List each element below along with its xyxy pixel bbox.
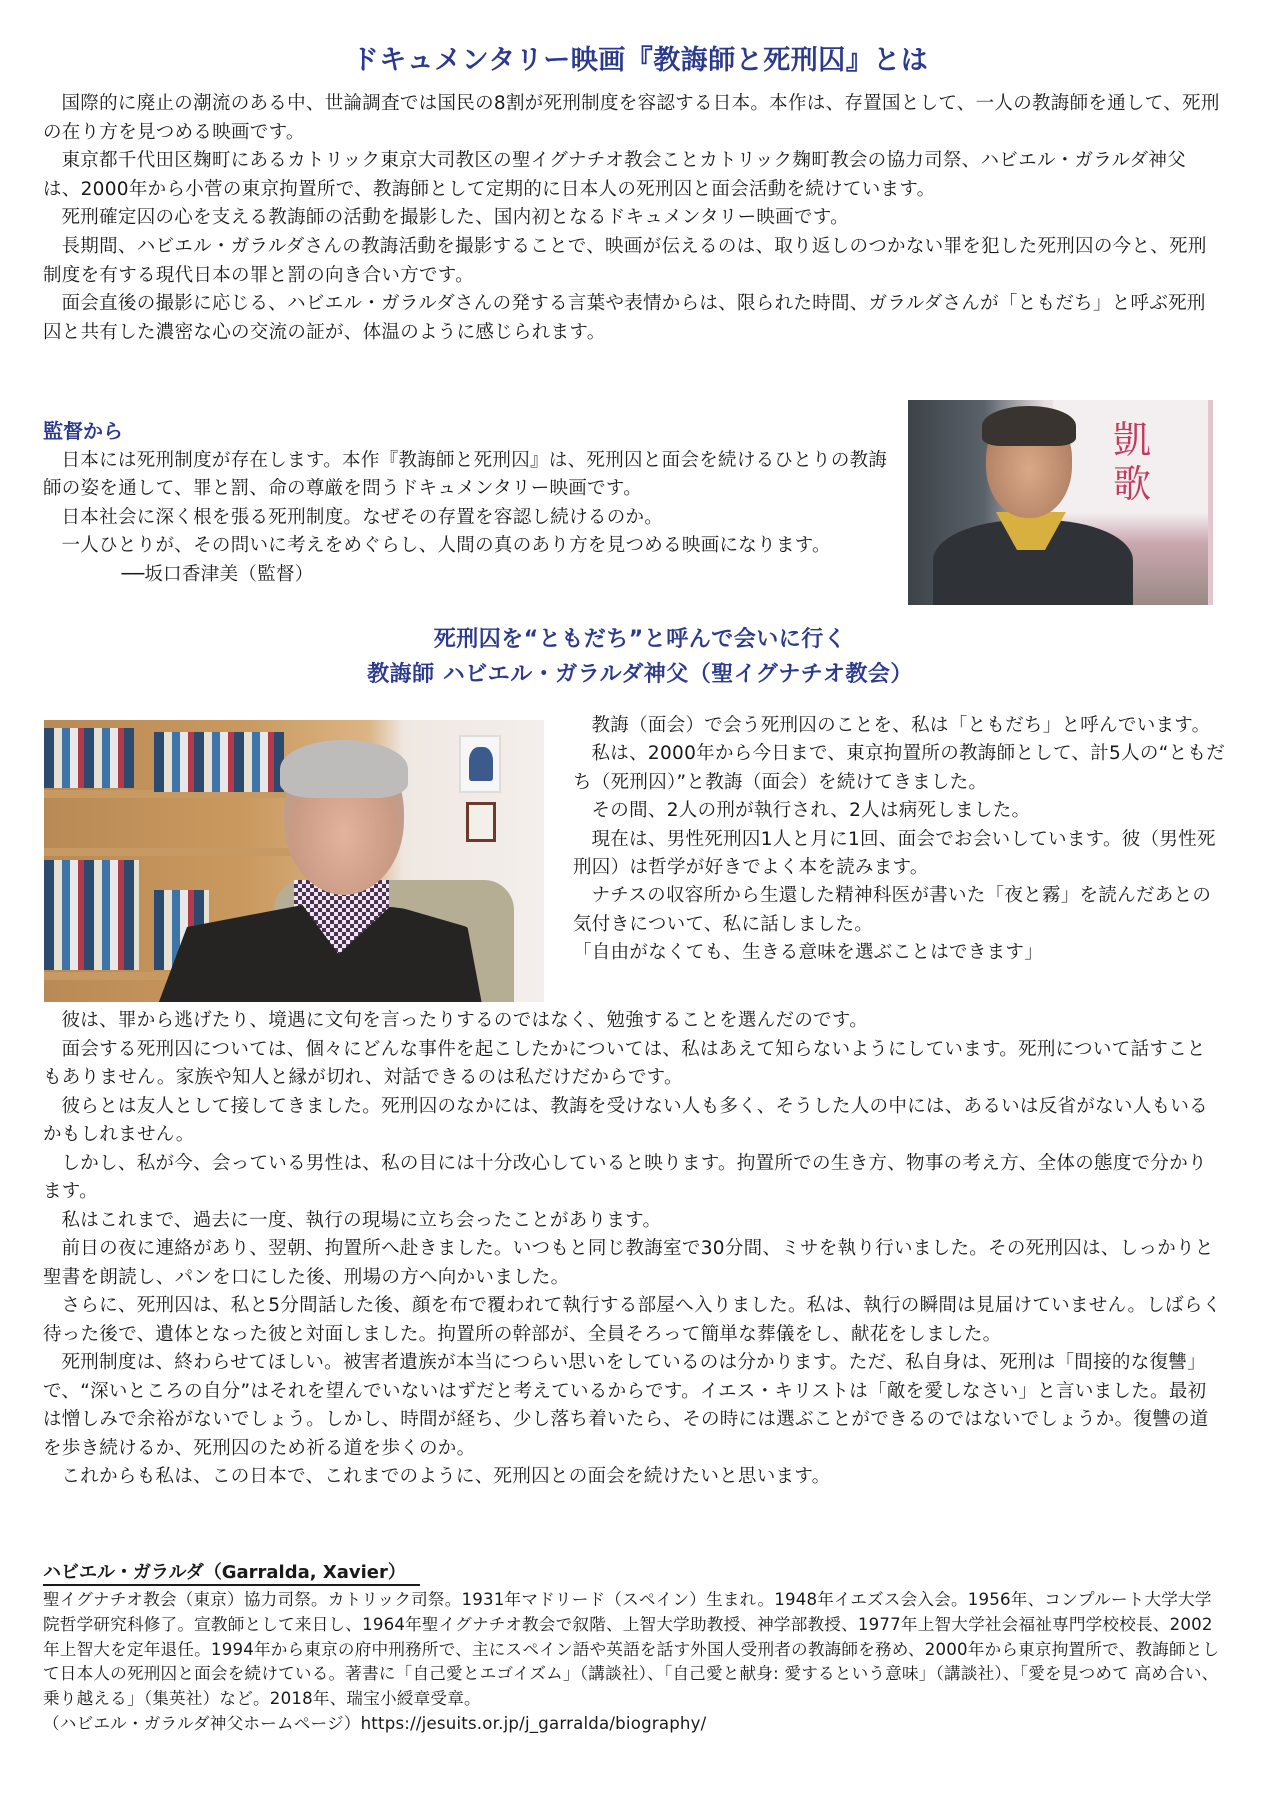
interview-paragraph: 彼は、罪から逃げたり、境遇に文句を言ったりするのではなく、勉強することを選んだのです。 <box>61 1010 869 1031</box>
biography-text <box>43 1588 1228 1737</box>
photo-detail <box>466 802 496 842</box>
biography-title: ハビエル・ガラルダ（Garralda, Xavier） <box>43 1562 420 1586</box>
priest-photo <box>44 720 544 1002</box>
interview-text-right <box>573 712 1225 968</box>
interview-paragraph: ナチスの収容所から生還した精神科医が書いた「夜と霧」を読んだあとの気付きについて、私に話しました。 <box>573 885 1212 935</box>
director-signature: ──坂口香津美（監督） <box>121 563 314 585</box>
director-section <box>43 417 893 589</box>
director-heading: 監督から <box>43 419 123 443</box>
section-title-line2: 教誨師 ハビエル・ガラルダ神父（聖イグナチオ教会） <box>367 662 913 687</box>
photo-detail <box>459 735 501 793</box>
director-paragraph: 日本社会に深く根を張る死刑制度。なぜその存置を容認し続けるのか。 <box>61 506 664 528</box>
interview-paragraph: 教誨（面会）で会う死刑囚のことを、私は「ともだち」と呼んでいます。 <box>591 715 1211 736</box>
interview-paragraph: これからも私は、この日本で、これまでのように、死刑囚との面会を続けたいと思います。 <box>61 1466 831 1487</box>
intro-paragraph: 国際的に廃止の潮流のある中、世論調査では国民の8割が死刑制度を容認する日本。本作は、存置国として、一人の教誨師を通して、死刑の在り方を見つめる映画です。 <box>43 93 1220 143</box>
interview-text-full <box>43 1007 1223 1492</box>
interview-paragraph: 死刑制度は、終わらせてほしい。被害者遺族が本当につらい思いをしているのは分かります。ただ、私自身は、死刑は「間接的な復讐」で、“深いところの自分”はそれを望んでいないはずだと考えているからです。イエス・キリストは「敵を愛しなさい」と言いました。最初は憎しみで余裕がないでしょう。しかし、時間が経ち、少し落ち着いたら、その時には選ぶことができるのではないでしょうか。復讐の道を歩き続けるか、死刑囚のため祈る道を歩くのか。 <box>43 1352 1209 1459</box>
intro-paragraph: 長期間、ハビエル・ガラルダさんの教誨活動を撮影することで、映画が伝えるのは、取り返しのつかない罪を犯した死刑囚の今と、死刑制度を有する現代日本の罪と罰の向き合い方です。 <box>43 235 1207 286</box>
biography-homepage-link[interactable]: （ハビエル・ガラルダ神父ホームページ）https://jesuits.or.jp/j_garralda/biography/ <box>43 1713 707 1733</box>
interview-paragraph: 前日の夜に連絡があり、翌朝、拘置所へ赴きました。いつもと同じ教誨室で30分間、ミサを執り行いました。その死刑囚は、しっかりと聖書を朗読し、パンを口にした後、刑場の方へ向かいました。 <box>43 1238 1214 1288</box>
interview-paragraph: 私はこれまで、過去に一度、執行の現場に立ち会ったことがあります。 <box>61 1209 662 1231</box>
director-paragraph <box>43 532 893 589</box>
interview-paragraph: 私は、2000年から今日まで、東京拘置所の教誨師として、計5人の“ともだち（死刑囚）”と教誨（面会）を続けてきました。 <box>573 743 1225 793</box>
biography-section <box>43 1562 1228 1737</box>
director-paragraph: 日本には死刑制度が存在します。本作『教誨師と死刑囚』は、死刑囚と面会を続けるひとりの教誨師の姿を通して、罪と罰、命の尊厳を問うドキュメンタリー映画です。 <box>43 450 888 500</box>
photo-detail <box>44 860 139 970</box>
intro-paragraph: 東京都千代田区麹町にあるカトリック東京大司教区の聖イグナチオ教会ことカトリック麹町教会の協力司祭、ハビエル・ガラルダ神父は、2000年から小菅の東京拘置所で、教誨師として定期的に日本人の死刑囚と面会活動を続けています。 <box>43 150 1186 200</box>
biography-body: 聖イグナチオ教会（東京）協力司祭。カトリック司祭。1931年マドリード（スペイン）生まれ。1948年イエズス会入会。1956年、コンプルート大学大学院哲学研究科修了。宣教師として来日し、1964年聖イグナチオ教会で叙階、上智大学助教授、神学部教授、1977年上智大学社会福祉専門学校校長、2002年上智大を定年退任。1994年から東京の府中刑務所で、主にスペイン語や英語を話す外国人受刑者の教誨師を務め、2000年から東京拘置所で、教誨師として日本人の死刑囚と面会を続けている。著書に「自己愛とエゴイズム」（講談社）、「自己愛と献身: 愛するという意味」（講談社）、「愛を見つめて 高め合い、乗り越える」（集英社）など。2018年、瑞宝小綬章受章。 <box>43 1590 1220 1709</box>
director-photo <box>908 400 1213 605</box>
interview-paragraph: その間、2人の刑が執行され、2人は病死しました。 <box>591 800 1031 822</box>
photo-detail <box>280 740 408 798</box>
interview-paragraph: 面会する死刑囚については、個々にどんな事件を起こしたかについては、私はあえて知らないようにしています。死刑について話すこともありません。家族や知人と縁が切れ、対話できるのは私だけだからです。 <box>43 1038 1206 1088</box>
photo-detail <box>982 406 1076 446</box>
interview-paragraph: 彼らとは友人として接してきました。死刑囚のなかには、教誨を受けない人も多く、そうした人の中には、あるいは反省がない人もいるかもしれません。 <box>43 1095 1208 1145</box>
intro-section <box>43 90 1223 347</box>
interview-paragraph: しかし、私が今、会っている男性は、私の目には十分改心していると映ります。拘置所での生き方、物事の考え方、全体の態度で分かります。 <box>43 1152 1207 1202</box>
intro-paragraph: 死刑確定囚の心を支える教誨師の活動を撮影した、国内初となるドキュメンタリー映画です。 <box>61 207 849 229</box>
interview-paragraph: さらに、死刑囚は、私と5分間話した後、顔を布で覆われて執行する部屋へ入りました。私は、執行の瞬間は見届けていません。しばらく待った後で、遺体となった彼と対面しました。拘置所の幹部が、全員そろって簡単な葬儀をし、献花をしました。 <box>43 1295 1222 1345</box>
section-title <box>0 622 1280 692</box>
section-title-line1: 死刑囚を“ともだち”と呼んで会いに行く <box>433 627 847 652</box>
photo-detail <box>154 732 284 792</box>
interview-paragraph: 現在は、男性死刑囚1人と月に1回、面会でお会いしています。彼（男性死刑囚）は哲学が好きでよく本を読みます。 <box>573 828 1216 879</box>
photo-detail <box>44 728 134 788</box>
intro-paragraph: 面会直後の撮影に応じる、ハビエル・ガラルダさんの発する言葉や表情からは、限られた時間、ガラルダさんが「ともだち」と呼ぶ死刑囚と共有した濃密な心の交流の証が、体温のように感じられます。 <box>43 293 1206 343</box>
interview-quote: 「自由がなくても、生きる意味を選ぶことはできます」 <box>573 942 1044 964</box>
poster-title: 凱歌 <box>1113 418 1152 506</box>
director-paragraph-text: 一人ひとりが、その問いに考えをめぐらし、人間の真のあり方を見つめる映画になります。 <box>61 535 831 557</box>
page-title: ドキュメンタリー映画『教誨師と死刑囚』とは <box>351 45 929 76</box>
